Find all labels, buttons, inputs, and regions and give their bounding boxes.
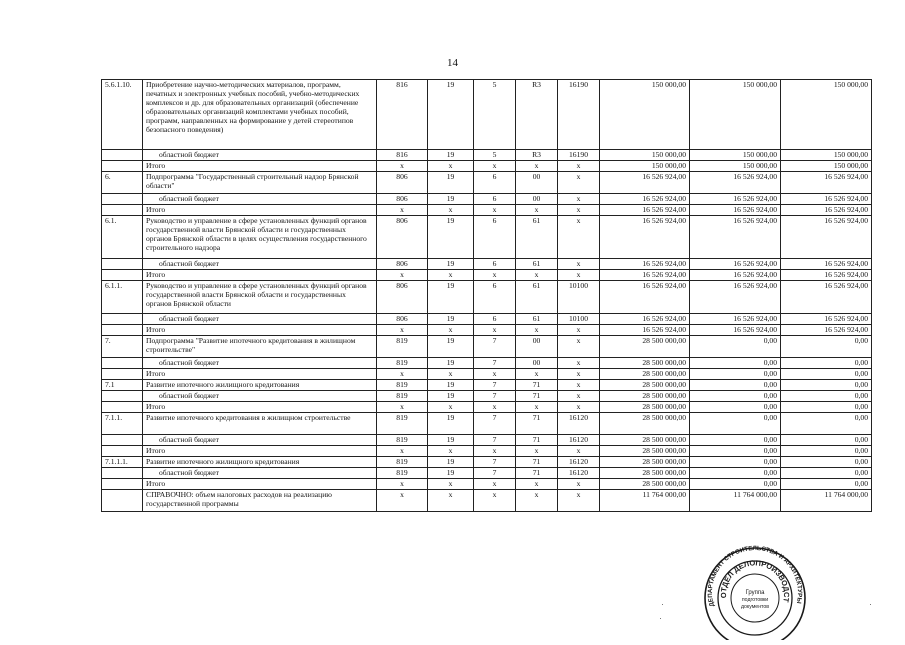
amount-year-2: 0,00 bbox=[690, 479, 781, 490]
code-grbs: 816 bbox=[377, 80, 428, 150]
amount-year-2: 0,00 bbox=[690, 380, 781, 391]
row-number bbox=[102, 205, 143, 216]
row-number bbox=[102, 369, 143, 380]
table-row bbox=[102, 402, 872, 413]
row-number bbox=[102, 435, 143, 446]
amount-year-3: 11 764 000,00 bbox=[781, 490, 872, 512]
code-main-event: 00 bbox=[516, 194, 558, 205]
amount-year-1: 150 000,00 bbox=[600, 80, 690, 150]
row-name: Итого bbox=[143, 402, 377, 413]
amount-year-2: 11 764 000,00 bbox=[690, 490, 781, 512]
code-main-event: 71 bbox=[516, 435, 558, 446]
code-main-event: 61 bbox=[516, 314, 558, 325]
code-program: 19 bbox=[428, 358, 474, 369]
amount-year-3: 0,00 bbox=[781, 380, 872, 391]
code-program: 19 bbox=[428, 336, 474, 358]
table-row bbox=[102, 270, 872, 281]
table-row bbox=[102, 194, 872, 205]
code-direction: x bbox=[558, 336, 600, 358]
amount-year-2: 16 526 924,00 bbox=[690, 259, 781, 270]
amount-year-3: 16 526 924,00 bbox=[781, 325, 872, 336]
amount-year-2: 0,00 bbox=[690, 446, 781, 457]
code-grbs: 816 bbox=[377, 150, 428, 161]
code-direction: x bbox=[558, 194, 600, 205]
amount-year-2: 150 000,00 bbox=[690, 80, 781, 150]
code-program: x bbox=[428, 446, 474, 457]
amount-year-3: 0,00 bbox=[781, 435, 872, 446]
code-program: x bbox=[428, 325, 474, 336]
amount-year-1: 16 526 924,00 bbox=[600, 281, 690, 314]
code-direction: 10100 bbox=[558, 281, 600, 314]
row-name: Подпрограмма "Государственный строительный надзор Брянской области" bbox=[143, 172, 377, 194]
code-direction: x bbox=[558, 369, 600, 380]
stamp-ring-text: ОТДЕЛ ДЕЛОПРОИЗВОДСТ bbox=[718, 558, 792, 603]
row-name: Итого bbox=[143, 205, 377, 216]
row-number: 7.1.1. bbox=[102, 413, 143, 435]
amount-year-2: 0,00 bbox=[690, 435, 781, 446]
row-name: областной бюджет bbox=[143, 468, 377, 479]
row-number: 5.6.1.10. bbox=[102, 80, 143, 150]
code-grbs: 819 bbox=[377, 413, 428, 435]
code-subprogram: 6 bbox=[474, 281, 516, 314]
stamp-line-3: документов bbox=[740, 604, 770, 610]
code-direction: 10100 bbox=[558, 314, 600, 325]
amount-year-2: 0,00 bbox=[690, 391, 781, 402]
amount-year-2: 16 526 924,00 bbox=[690, 281, 781, 314]
amount-year-2: 150 000,00 bbox=[690, 161, 781, 172]
code-program: x bbox=[428, 402, 474, 413]
code-program: 19 bbox=[428, 435, 474, 446]
row-number bbox=[102, 161, 143, 172]
amount-year-1: 28 500 000,00 bbox=[600, 391, 690, 402]
amount-year-1: 28 500 000,00 bbox=[600, 479, 690, 490]
amount-year-1: 11 764 000,00 bbox=[600, 490, 690, 512]
code-direction: x bbox=[558, 259, 600, 270]
code-program: x bbox=[428, 490, 474, 512]
table-row bbox=[102, 369, 872, 380]
code-grbs: 806 bbox=[377, 194, 428, 205]
amount-year-3: 0,00 bbox=[781, 413, 872, 435]
code-grbs: 806 bbox=[377, 216, 428, 259]
code-direction: 16120 bbox=[558, 413, 600, 435]
code-main-event: 61 bbox=[516, 216, 558, 259]
row-name: СПРАВОЧНО: объем налоговых расходов на реализацию государственной программы bbox=[143, 490, 377, 512]
code-main-event: x bbox=[516, 270, 558, 281]
row-name: Развитие ипотечного кредитования в жилищном строительстве bbox=[143, 413, 377, 435]
code-main-event: x bbox=[516, 161, 558, 172]
row-name: Итого bbox=[143, 446, 377, 457]
code-subprogram: x bbox=[474, 402, 516, 413]
row-name: Итого bbox=[143, 270, 377, 281]
amount-year-3: 0,00 bbox=[781, 468, 872, 479]
code-grbs: x bbox=[377, 205, 428, 216]
code-direction: x bbox=[558, 325, 600, 336]
code-subprogram: 7 bbox=[474, 413, 516, 435]
code-subprogram: 7 bbox=[474, 435, 516, 446]
row-number bbox=[102, 194, 143, 205]
code-program: 19 bbox=[428, 259, 474, 270]
amount-year-3: 16 526 924,00 bbox=[781, 205, 872, 216]
table-row bbox=[102, 205, 872, 216]
code-subprogram: x bbox=[474, 479, 516, 490]
code-main-event: x bbox=[516, 369, 558, 380]
code-program: 19 bbox=[428, 468, 474, 479]
row-number bbox=[102, 402, 143, 413]
code-grbs: x bbox=[377, 161, 428, 172]
stamp-line-1: Группа bbox=[745, 590, 765, 596]
table-row bbox=[102, 490, 872, 512]
table-row bbox=[102, 325, 872, 336]
row-number bbox=[102, 468, 143, 479]
code-program: 19 bbox=[428, 413, 474, 435]
row-name: Развитие ипотечного жилищного кредитования bbox=[143, 380, 377, 391]
amount-year-1: 28 500 000,00 bbox=[600, 402, 690, 413]
amount-year-3: 0,00 bbox=[781, 402, 872, 413]
code-main-event: 71 bbox=[516, 380, 558, 391]
code-subprogram: x bbox=[474, 270, 516, 281]
amount-year-3: 0,00 bbox=[781, 446, 872, 457]
code-grbs: 806 bbox=[377, 314, 428, 325]
code-grbs: 819 bbox=[377, 336, 428, 358]
code-program: x bbox=[428, 369, 474, 380]
code-subprogram: 7 bbox=[474, 336, 516, 358]
amount-year-1: 16 526 924,00 bbox=[600, 172, 690, 194]
code-subprogram: 6 bbox=[474, 194, 516, 205]
code-program: 19 bbox=[428, 281, 474, 314]
row-name: областной бюджет bbox=[143, 194, 377, 205]
code-direction: 16120 bbox=[558, 468, 600, 479]
code-main-event: x bbox=[516, 325, 558, 336]
code-direction: x bbox=[558, 479, 600, 490]
table-row bbox=[102, 281, 872, 314]
row-name: областной бюджет bbox=[143, 358, 377, 369]
table-row bbox=[102, 314, 872, 325]
code-subprogram: x bbox=[474, 490, 516, 512]
row-name: Руководство и управление в сфере установленных функций органов государственной власти Брянской области и государственных органов Брянской области bbox=[143, 281, 377, 314]
amount-year-2: 0,00 bbox=[690, 402, 781, 413]
amount-year-1: 16 526 924,00 bbox=[600, 194, 690, 205]
amount-year-3: 16 526 924,00 bbox=[781, 259, 872, 270]
table-row bbox=[102, 479, 872, 490]
code-grbs: 819 bbox=[377, 358, 428, 369]
code-grbs: x bbox=[377, 325, 428, 336]
amount-year-1: 16 526 924,00 bbox=[600, 205, 690, 216]
code-subprogram: 5 bbox=[474, 150, 516, 161]
row-number bbox=[102, 270, 143, 281]
code-direction: x bbox=[558, 216, 600, 259]
row-number bbox=[102, 479, 143, 490]
page-number: 14 bbox=[447, 57, 458, 69]
stamp-line-2: подготовки bbox=[741, 597, 769, 603]
row-number bbox=[102, 259, 143, 270]
row-name: областной бюджет bbox=[143, 435, 377, 446]
code-main-event: 71 bbox=[516, 391, 558, 402]
code-subprogram: 7 bbox=[474, 380, 516, 391]
table-row bbox=[102, 216, 872, 259]
code-grbs: x bbox=[377, 369, 428, 380]
code-grbs: 806 bbox=[377, 281, 428, 314]
row-number: 6. bbox=[102, 172, 143, 194]
row-name: Развитие ипотечного жилищного кредитования bbox=[143, 457, 377, 468]
amount-year-1: 28 500 000,00 bbox=[600, 457, 690, 468]
amount-year-3: 16 526 924,00 bbox=[781, 281, 872, 314]
amount-year-3: 150 000,00 bbox=[781, 150, 872, 161]
amount-year-2: 0,00 bbox=[690, 468, 781, 479]
table-row bbox=[102, 391, 872, 402]
code-subprogram: 6 bbox=[474, 172, 516, 194]
code-subprogram: 6 bbox=[474, 314, 516, 325]
code-main-event: 61 bbox=[516, 259, 558, 270]
row-number bbox=[102, 358, 143, 369]
amount-year-2: 0,00 bbox=[690, 369, 781, 380]
amount-year-1: 28 500 000,00 bbox=[600, 413, 690, 435]
code-subprogram: 7 bbox=[474, 391, 516, 402]
code-grbs: 819 bbox=[377, 391, 428, 402]
amount-year-1: 16 526 924,00 bbox=[600, 314, 690, 325]
code-program: 19 bbox=[428, 457, 474, 468]
table-row bbox=[102, 161, 872, 172]
code-direction: 16190 bbox=[558, 80, 600, 150]
amount-year-2: 16 526 924,00 bbox=[690, 205, 781, 216]
code-subprogram: x bbox=[474, 161, 516, 172]
code-main-event: 71 bbox=[516, 468, 558, 479]
table-row bbox=[102, 358, 872, 369]
code-main-event: R3 bbox=[516, 150, 558, 161]
row-name: Итого bbox=[143, 161, 377, 172]
row-number: 7.1.1.1. bbox=[102, 457, 143, 468]
code-main-event: x bbox=[516, 446, 558, 457]
table-row bbox=[102, 413, 872, 435]
code-program: 19 bbox=[428, 172, 474, 194]
scan-speck bbox=[662, 604, 663, 605]
amount-year-1: 16 526 924,00 bbox=[600, 325, 690, 336]
code-program: x bbox=[428, 205, 474, 216]
amount-year-3: 16 526 924,00 bbox=[781, 270, 872, 281]
row-name: Итого bbox=[143, 325, 377, 336]
amount-year-3: 16 526 924,00 bbox=[781, 216, 872, 259]
amount-year-1: 28 500 000,00 bbox=[600, 435, 690, 446]
code-program: 19 bbox=[428, 194, 474, 205]
code-main-event: 00 bbox=[516, 172, 558, 194]
budget-table bbox=[101, 79, 872, 512]
amount-year-2: 16 526 924,00 bbox=[690, 172, 781, 194]
code-subprogram: x bbox=[474, 446, 516, 457]
code-grbs: 819 bbox=[377, 380, 428, 391]
row-name: областной бюджет bbox=[143, 314, 377, 325]
code-grbs: 819 bbox=[377, 468, 428, 479]
row-name: областной бюджет bbox=[143, 150, 377, 161]
amount-year-2: 16 526 924,00 bbox=[690, 314, 781, 325]
row-name: Приобретение научно-методических материалов, программ, печатных и электронных учебных пособий, учебно-методических комплексов и др. для образовательных организаций (обеспечение образовательных организаций комплектами учебных пособий, программ, направленных на формирование у детей стереотипов безопасного поведения) bbox=[143, 80, 377, 150]
code-subprogram: x bbox=[474, 369, 516, 380]
amount-year-2: 16 526 924,00 bbox=[690, 194, 781, 205]
row-number bbox=[102, 446, 143, 457]
code-subprogram: 5 bbox=[474, 80, 516, 150]
amount-year-2: 16 526 924,00 bbox=[690, 216, 781, 259]
amount-year-1: 16 526 924,00 bbox=[600, 259, 690, 270]
code-subprogram: 6 bbox=[474, 216, 516, 259]
amount-year-1: 28 500 000,00 bbox=[600, 468, 690, 479]
code-direction: x bbox=[558, 380, 600, 391]
code-subprogram: 7 bbox=[474, 457, 516, 468]
row-number: 7. bbox=[102, 336, 143, 358]
code-direction: x bbox=[558, 205, 600, 216]
code-subprogram: 7 bbox=[474, 358, 516, 369]
department-stamp bbox=[702, 544, 808, 640]
amount-year-3: 0,00 bbox=[781, 336, 872, 358]
row-name: Подпрограмма "Развитие ипотечного кредитования в жилищном строительстве" bbox=[143, 336, 377, 358]
code-main-event: 61 bbox=[516, 281, 558, 314]
code-direction: x bbox=[558, 446, 600, 457]
amount-year-1: 16 526 924,00 bbox=[600, 216, 690, 259]
code-direction: 16190 bbox=[558, 150, 600, 161]
code-subprogram: x bbox=[474, 205, 516, 216]
code-program: 19 bbox=[428, 314, 474, 325]
code-grbs: 819 bbox=[377, 457, 428, 468]
amount-year-1: 28 500 000,00 bbox=[600, 380, 690, 391]
code-direction: x bbox=[558, 270, 600, 281]
code-main-event: 00 bbox=[516, 358, 558, 369]
code-program: 19 bbox=[428, 150, 474, 161]
code-grbs: x bbox=[377, 270, 428, 281]
amount-year-1: 150 000,00 bbox=[600, 161, 690, 172]
amount-year-2: 16 526 924,00 bbox=[690, 270, 781, 281]
table-row bbox=[102, 435, 872, 446]
code-program: x bbox=[428, 161, 474, 172]
row-name: Руководство и управление в сфере установленных функций органов государственной власти Брянской области и государственных органов Брянской области в целях осуществления государственного строительного надзора bbox=[143, 216, 377, 259]
amount-year-2: 0,00 bbox=[690, 358, 781, 369]
code-direction: x bbox=[558, 490, 600, 512]
amount-year-3: 0,00 bbox=[781, 369, 872, 380]
scan-speck bbox=[660, 618, 661, 619]
table-row bbox=[102, 468, 872, 479]
code-subprogram: 6 bbox=[474, 259, 516, 270]
code-main-event: x bbox=[516, 402, 558, 413]
row-name: Итого bbox=[143, 369, 377, 380]
amount-year-3: 150 000,00 bbox=[781, 161, 872, 172]
code-program: x bbox=[428, 270, 474, 281]
code-main-event: 71 bbox=[516, 413, 558, 435]
amount-year-1: 16 526 924,00 bbox=[600, 270, 690, 281]
code-grbs: 806 bbox=[377, 172, 428, 194]
code-direction: x bbox=[558, 358, 600, 369]
amount-year-3: 16 526 924,00 bbox=[781, 314, 872, 325]
amount-year-3: 150 000,00 bbox=[781, 80, 872, 150]
table-body bbox=[102, 80, 872, 512]
amount-year-3: 16 526 924,00 bbox=[781, 194, 872, 205]
table-row bbox=[102, 446, 872, 457]
amount-year-2: 0,00 bbox=[690, 336, 781, 358]
code-direction: x bbox=[558, 391, 600, 402]
code-grbs: x bbox=[377, 479, 428, 490]
amount-year-1: 28 500 000,00 bbox=[600, 336, 690, 358]
table-row bbox=[102, 380, 872, 391]
stamp-top-arc: ДЕПАРТАМЕНТ СТРОИТЕЛЬСТВА И АРХИТЕКТУРЫ bbox=[706, 545, 804, 608]
code-subprogram: x bbox=[474, 325, 516, 336]
code-program: 19 bbox=[428, 80, 474, 150]
row-number bbox=[102, 490, 143, 512]
amount-year-2: 16 526 924,00 bbox=[690, 325, 781, 336]
scan-speck bbox=[870, 604, 871, 605]
amount-year-3: 0,00 bbox=[781, 391, 872, 402]
amount-year-2: 150 000,00 bbox=[690, 150, 781, 161]
stamp-graphic bbox=[702, 544, 808, 640]
amount-year-3: 0,00 bbox=[781, 358, 872, 369]
table-row bbox=[102, 259, 872, 270]
code-direction: 16120 bbox=[558, 435, 600, 446]
code-direction: x bbox=[558, 402, 600, 413]
table-row bbox=[102, 336, 872, 358]
code-main-event: 71 bbox=[516, 457, 558, 468]
row-number bbox=[102, 325, 143, 336]
amount-year-2: 0,00 bbox=[690, 413, 781, 435]
code-direction: x bbox=[558, 172, 600, 194]
row-name: Итого bbox=[143, 479, 377, 490]
row-number bbox=[102, 391, 143, 402]
amount-year-1: 150 000,00 bbox=[600, 150, 690, 161]
amount-year-3: 16 526 924,00 bbox=[781, 172, 872, 194]
row-name: областной бюджет bbox=[143, 391, 377, 402]
row-number bbox=[102, 150, 143, 161]
code-grbs: x bbox=[377, 446, 428, 457]
code-program: 19 bbox=[428, 380, 474, 391]
amount-year-3: 0,00 bbox=[781, 457, 872, 468]
code-program: 19 bbox=[428, 391, 474, 402]
code-main-event: x bbox=[516, 205, 558, 216]
code-grbs: x bbox=[377, 490, 428, 512]
code-main-event: 00 bbox=[516, 336, 558, 358]
code-main-event: x bbox=[516, 490, 558, 512]
row-number: 6.1. bbox=[102, 216, 143, 259]
code-main-event: R3 bbox=[516, 80, 558, 150]
amount-year-3: 0,00 bbox=[781, 479, 872, 490]
row-number bbox=[102, 314, 143, 325]
code-direction: 16120 bbox=[558, 457, 600, 468]
code-direction: x bbox=[558, 161, 600, 172]
amount-year-1: 28 500 000,00 bbox=[600, 446, 690, 457]
table-row bbox=[102, 150, 872, 161]
row-name: областной бюджет bbox=[143, 259, 377, 270]
code-grbs: x bbox=[377, 402, 428, 413]
table-row bbox=[102, 457, 872, 468]
code-subprogram: 7 bbox=[474, 468, 516, 479]
code-program: 19 bbox=[428, 216, 474, 259]
row-number: 6.1.1. bbox=[102, 281, 143, 314]
amount-year-1: 28 500 000,00 bbox=[600, 369, 690, 380]
amount-year-2: 0,00 bbox=[690, 457, 781, 468]
code-grbs: 806 bbox=[377, 259, 428, 270]
row-number: 7.1 bbox=[102, 380, 143, 391]
code-main-event: x bbox=[516, 479, 558, 490]
table-row bbox=[102, 80, 872, 150]
table-row bbox=[102, 172, 872, 194]
code-program: x bbox=[428, 479, 474, 490]
code-grbs: 819 bbox=[377, 435, 428, 446]
amount-year-1: 28 500 000,00 bbox=[600, 358, 690, 369]
